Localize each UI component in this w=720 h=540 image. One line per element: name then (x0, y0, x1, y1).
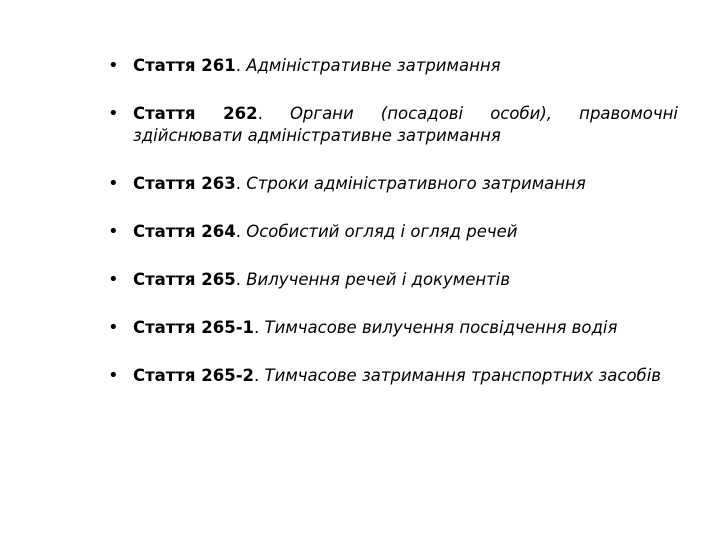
bullet-icon: • (108, 55, 119, 76)
bullet-icon: • (108, 317, 119, 338)
article-title: Адміністративне затримання (246, 56, 501, 75)
article-title: Особистий огляд і огляд речей (246, 222, 518, 241)
article-separator: . (235, 174, 241, 193)
article-title: Тимчасове вилучення посвідчення водія (264, 318, 618, 337)
article-separator: . (235, 222, 241, 241)
bullet-icon: • (108, 103, 119, 124)
bullet-icon: • (108, 365, 119, 386)
list-item (108, 269, 678, 291)
article-list (108, 55, 678, 387)
article-separator: . (257, 104, 263, 123)
article-title: Вилучення речей і документів (246, 270, 511, 289)
article-number: Стаття 262 (133, 104, 258, 123)
article-title: Тимчасове затримання транспортних засобів (264, 366, 662, 385)
list-item (108, 221, 678, 243)
article-number: Стаття 263 (133, 174, 236, 193)
article-separator: . (254, 366, 260, 385)
article-number: Стаття 264 (133, 222, 236, 241)
bullet-icon: • (108, 173, 119, 194)
article-separator: . (235, 270, 241, 289)
article-number: Стаття 265-1 (133, 318, 255, 337)
article-number: Стаття 261 (133, 56, 236, 75)
bullet-icon: • (108, 221, 119, 242)
list-item (108, 103, 678, 147)
article-separator: . (235, 56, 241, 75)
article-title: Органи (посадові особи), правомочні здійснювати адміністративне затримання (133, 104, 679, 145)
list-item (108, 365, 678, 387)
bullet-icon: • (108, 269, 119, 290)
article-separator: . (254, 318, 260, 337)
list-item (108, 173, 678, 195)
list-item (108, 317, 678, 339)
article-number: Стаття 265-2 (133, 366, 255, 385)
list-item (108, 55, 678, 77)
article-number: Стаття 265 (133, 270, 236, 289)
article-title: Строки адміністративного затримання (246, 174, 586, 193)
